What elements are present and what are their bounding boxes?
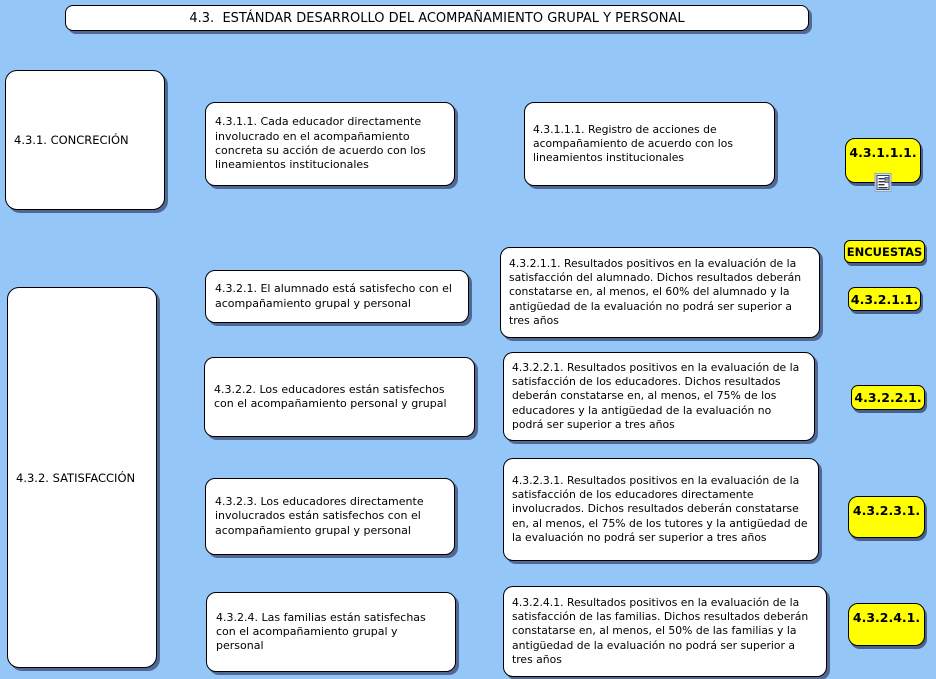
- evidence-4-3-1-1-1[interactable]: 4.3.1.1.1. Registro de acciones de acompañamiento de acuerdo con los lineamientos institucionales: [524, 102, 775, 186]
- indicator-4-3-2-3[interactable]: 4.3.2.3. Los educadores directamente involucrados están satisfechos con el acompañamiento grupal y personal: [205, 478, 455, 555]
- evidence-4-3-2-3-1[interactable]: 4.3.2.3.1. Resultados positivos en la evaluación de la satisfacción de los educadores directamente involucrados. Dichos resultados deberán constatarse en, al menos, el 75% de los tutores y la antigüedad de la evaluación no podrá ser superior a tres años: [503, 458, 819, 561]
- badge-label: 4.3.2.1.1.: [850, 291, 919, 307]
- evidence-4-3-2-4-1[interactable]: 4.3.2.4.1. Resultados positivos en la evaluación de la satisfacción de las familias. Dichos resultados deberán constatarse en, al menos, el 50% de las familias y la antigüedad de la evaluación no podrá ser superior a tres años: [503, 586, 827, 677]
- badge-4-3-2-4-1[interactable]: [848, 603, 925, 646]
- badge-label: ENCUESTAS: [846, 244, 923, 259]
- badge-encuestas[interactable]: [844, 240, 925, 263]
- topic-satisfaccion[interactable]: 4.3.2. SATISFACCIÓN: [7, 287, 157, 668]
- indicator-4-3-1-1[interactable]: 4.3.1.1. Cada educador directamente involucrado en el acompañamiento concreta su acción de acuerdo con los lineamientos institucionales: [205, 102, 455, 186]
- indicator-4-3-2-1[interactable]: 4.3.2.1. El alumnado está satisfecho con el acompañamiento grupal y personal: [205, 270, 469, 323]
- badge-label: 4.3.2.2.1.: [854, 390, 922, 405]
- badge-4-3-2-3-1[interactable]: [848, 496, 925, 538]
- badge-4-3-1-1-1[interactable]: [845, 138, 921, 183]
- evidence-4-3-2-2-1[interactable]: 4.3.2.2.1. Resultados positivos en la evaluación de la satisfacción de los educadores. Dichos resultados deberán constatarse en, al menos, el 75% de los educadores y la antigüedad de la evaluación no podrá ser superior a tres años: [503, 352, 815, 441]
- badge-label: 4.3.2.4.1.: [852, 610, 921, 625]
- indicator-4-3-2-2[interactable]: 4.3.2.2. Los educadores están satisfechos con el acompañamiento personal y grupal: [204, 357, 475, 437]
- badge-4-3-2-2-1[interactable]: [851, 385, 925, 410]
- topic-concrecion[interactable]: 4.3.1. CONCRECIÓN: [5, 70, 165, 210]
- notes-icon[interactable]: [875, 173, 892, 192]
- badge-label: 4.3.2.3.1.: [852, 503, 921, 518]
- title-node[interactable]: 4.3. ESTÁNDAR DESARROLLO DEL ACOMPAÑAMIENTO GRUPAL Y PERSONAL: [65, 5, 809, 31]
- evidence-4-3-2-1-1[interactable]: 4.3.2.1.1. Resultados positivos en la evaluación de la satisfacción del alumnado. Dichos resultados deberán constatarse en, al menos, el 60% del alumnado y la antigüedad de la evaluación no podrá ser superior a tres años: [500, 247, 820, 338]
- badge-label: 4.3.1.1.1.: [849, 145, 917, 160]
- badge-4-3-2-1-1[interactable]: [848, 287, 921, 311]
- indicator-4-3-2-4[interactable]: 4.3.2.4. Las familias están satisfechas con el acompañamiento grupal y personal: [206, 592, 456, 672]
